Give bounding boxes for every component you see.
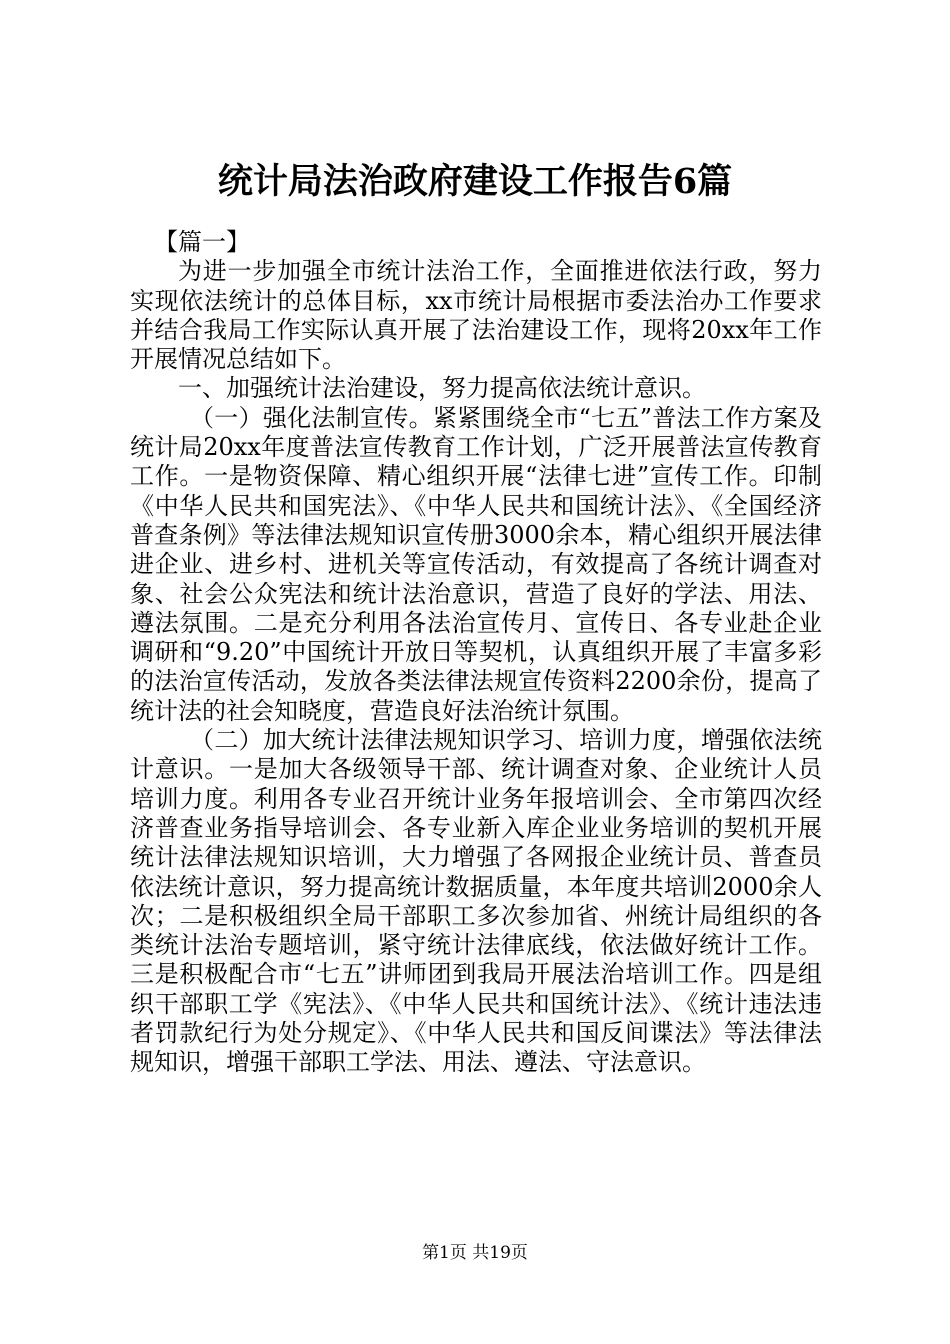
paragraph-legal-publicity: （一）强化法制宣传。紧紧围绕全市“七五”普法工作方案及统计局20xx年度普法宣传教育工作计划，广泛开展普法宣传教育工作。一是物资保障、精心组织开展“法律七进”宣传工作。印制《中华人民共和国宪法》、《中华人民共和国统计法》、《全国经济普查条例》等法律法规知识宣传册3000余本，精心组织开展法律进企业、进乡村、进机关等宣传活动，有效提高了各统计调查对象、社会公众宪法和统计法治意识，营造了良好的学法、用法、遵法氛围。二是充分利用各法治宣传月、宣传日、各专业赴企业调研和“9.20”中国统计开放日等契机，认真组织开展了丰富多彩的法治宣传活动，发放各类法律法规宣传资料2200余份，提高了统计法的社会知晓度，营造良好法治统计氛围。: [130, 403, 822, 725]
document-body: [130, 228, 822, 1078]
paragraph-intro: 为进一步加强全市统计法治工作，全面推进依法行政，努力实现依法统计的总体目标，xx市统计局根据市委法治办工作要求并结合我局工作实际认真开展了法治建设工作，现将20xx年工作开展情况总结如下。: [130, 257, 822, 374]
document-title: 统计局法治政府建设工作报告6篇: [217, 161, 733, 202]
paragraph-legal-training: （二）加大统计法律法规知识学习、培训力度，增强依法统计意识。一是加大各级领导干部、统计调查对象、企业统计人员培训力度。利用各专业召开统计业务年报培训会、全市第四次经济普查业务指导培训会、各专业新入库企业业务培训的契机开展统计法律法规知识培训，大力增强了各网报企业统计员、普查员依法统计意识，努力提高统计数据质量，本年度共培训2000余人次；二是积极组织全局干部职工多次参加省、州统计局组织的各类统计法治专题培训，紧守统计法律底线，依法做好统计工作。三是积极配合市“七五”讲师团到我局开展法治培训工作。四是组织干部职工学《宪法》、《中华人民共和国统计法》、《统计违法违者罚款纪行为处分规定》、《中华人民共和国反间谍法》等法律法规知识，增强干部职工学法、用法、遵法、守法意识。: [130, 726, 822, 1077]
section-label: 【篇一】: [154, 228, 250, 256]
page-footer: 第1页 共19页: [422, 1243, 528, 1263]
heading-section-one: 一、加强统计法治建设，努力提高依法统计意识。: [178, 374, 706, 403]
